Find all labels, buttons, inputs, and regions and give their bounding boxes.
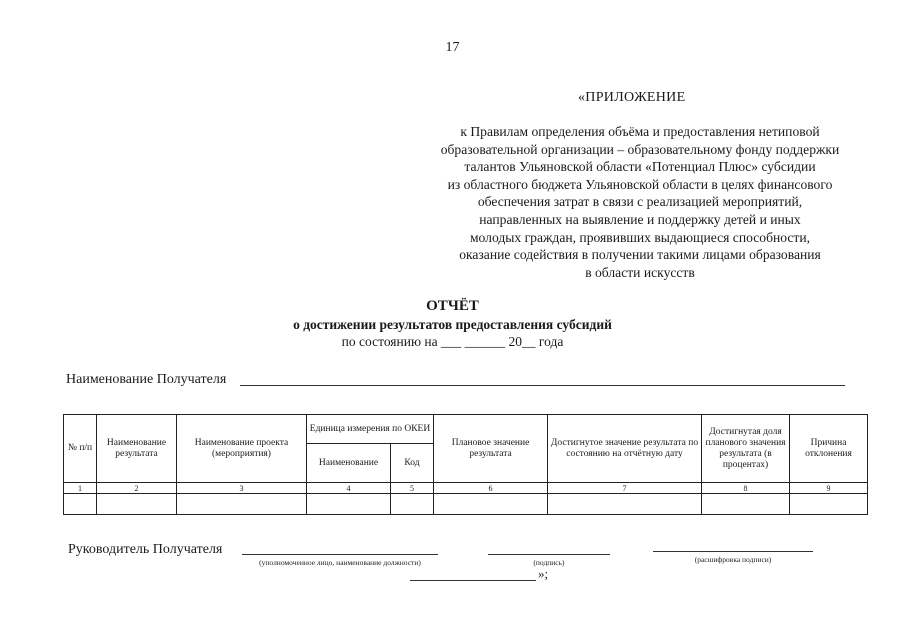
- rules-line: из областного бюджета Ульяновской области в целях финансового: [447, 176, 833, 192]
- table-cell: [177, 494, 307, 515]
- rules-line: молодых граждан, проявивших выдающиеся способности,: [469, 229, 811, 245]
- table-cell: [790, 494, 868, 515]
- header-unit-group: Единица измерения по ОКЕИ: [307, 415, 434, 444]
- rules-line: к Правилам определения объёма и предоставления нетиповой: [460, 124, 820, 139]
- report-title: ОТЧЁТ: [426, 298, 479, 314]
- header-project-name: Наименование проекта (мероприятия): [177, 415, 307, 483]
- column-number: 6: [434, 483, 548, 494]
- decoding-line: [653, 551, 813, 552]
- rules-line: обеспечения затрат в связи с реализацией мероприятий,: [477, 194, 803, 210]
- table-cell: [391, 494, 434, 515]
- header-planned: Плановое значение результата: [434, 415, 548, 483]
- closing-quote: »;: [538, 566, 549, 581]
- report-date-line: по состоянию на ___ ______ 20__ года: [341, 334, 564, 349]
- header-num: № п/п: [64, 415, 97, 483]
- rules-line: талантов Ульяновской области «Потенциал Плюс» субсидии: [464, 159, 816, 175]
- column-number: 8: [702, 483, 790, 494]
- column-number: 9: [790, 483, 868, 494]
- header-result-name: Наименование результата: [97, 415, 177, 483]
- table-row: [64, 494, 868, 515]
- table-cell: [548, 494, 702, 515]
- signature-caption: (подпись): [533, 558, 565, 567]
- column-number: 4: [307, 483, 391, 494]
- column-number: 3: [177, 483, 307, 494]
- table-cell: [434, 494, 548, 515]
- appendix-title: «ПРИЛОЖЕНИЕ: [578, 90, 686, 105]
- decoding-caption: (расшифровка подписи): [694, 555, 772, 564]
- table-cell: [64, 494, 97, 515]
- recipient-label: Наименование Получателя: [66, 372, 227, 387]
- report-table: [63, 414, 868, 515]
- header-percent: Достигнутая доля планового значения результата (в процентах): [702, 415, 790, 483]
- rules-line: образовательной организации – образовательному фонду поддержки: [440, 141, 840, 157]
- report-subtitle: о достижении результатов предоставления субсидий: [293, 317, 612, 332]
- position-caption: (уполномоченное лицо, наименование должности): [259, 558, 421, 567]
- header-unit-name: Наименование: [307, 444, 391, 483]
- position-line: [242, 554, 438, 555]
- header-reason: Причина отклонения: [790, 415, 868, 483]
- header-unit-code: Код: [391, 444, 434, 483]
- table-cell: [702, 494, 790, 515]
- table-cell: [307, 494, 391, 515]
- column-number: 2: [97, 483, 177, 494]
- rules-line: оказание содействия в получении такими лицами образования: [459, 247, 821, 263]
- recipient-fill-line: [240, 385, 845, 386]
- date-line: [410, 580, 536, 581]
- column-number: 7: [548, 483, 702, 494]
- head-label: Руководитель Получателя: [68, 542, 223, 557]
- rules-line: направленных на выявление и поддержку детей и иных: [479, 211, 801, 227]
- rules-line: в области искусств: [585, 264, 695, 280]
- appendix-rules-text: [380, 123, 900, 281]
- signature-line: [488, 554, 610, 555]
- column-number: 1: [64, 483, 97, 494]
- header-achieved: Достигнутое значение результата по состоянию на отчётную дату: [548, 415, 702, 483]
- page-number: 17: [445, 40, 460, 55]
- column-number: 5: [391, 483, 434, 494]
- table-cell: [97, 494, 177, 515]
